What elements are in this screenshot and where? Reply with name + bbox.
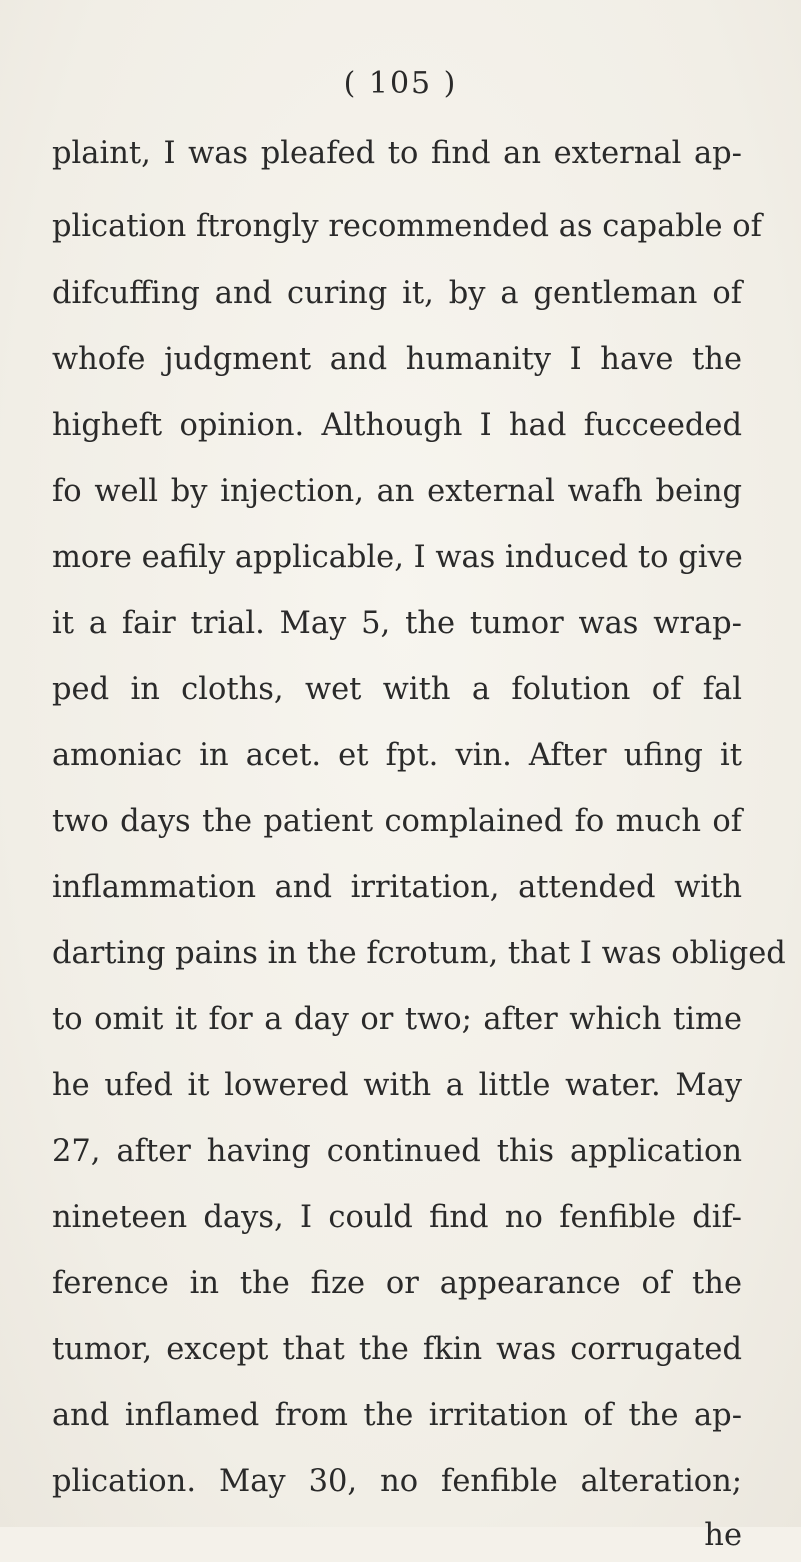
text-line: tumor, except that the fkin was corrugated <box>52 1332 742 1367</box>
text-line: darting pains in the fcrotum, that I was obliged <box>52 936 786 971</box>
text-line: he ufed it lowered with a little water. May <box>52 1068 742 1103</box>
text-line: it a fair trial. May 5, the tumor was wrap- <box>52 606 742 641</box>
text-line: and inflamed from the irritation of the ap- <box>52 1398 742 1433</box>
text-line: amoniac in acet. et fpt. vin. After ufing it <box>52 738 742 773</box>
page-number: ( 105 ) <box>343 66 458 101</box>
text-line: plication. May 30, no fenfible alteration; <box>52 1464 742 1499</box>
text-line: plication ftrongly recommended as capable of <box>52 209 762 244</box>
catchword: he <box>704 1518 742 1553</box>
text-line: ped in cloths, wet with a folution of fal <box>52 672 742 707</box>
text-line: more eafily applicable, I was induced to give <box>52 540 743 575</box>
text-line: inflammation and irritation, attended with <box>52 870 742 905</box>
text-line: two days the patient complained fo much of <box>52 804 742 839</box>
text-line: ference in the fize or appearance of the <box>52 1266 742 1301</box>
text-line: nineteen days, I could find no fenfible dif- <box>52 1200 742 1235</box>
text-line: whofe judgment and humanity I have the <box>52 342 742 377</box>
text-line: higheft opinion. Although I had fucceeded <box>52 408 742 443</box>
text-line: plaint, I was pleafed to find an external ap- <box>52 136 742 171</box>
text-line: to omit it for a day or two; after which time <box>52 1002 742 1037</box>
text-line: difcuffing and curing it, by a gentleman of <box>52 276 742 311</box>
text-line: 27, after having continued this application <box>52 1134 742 1169</box>
text-line: fo well by injection, an external wafh being <box>52 474 742 509</box>
